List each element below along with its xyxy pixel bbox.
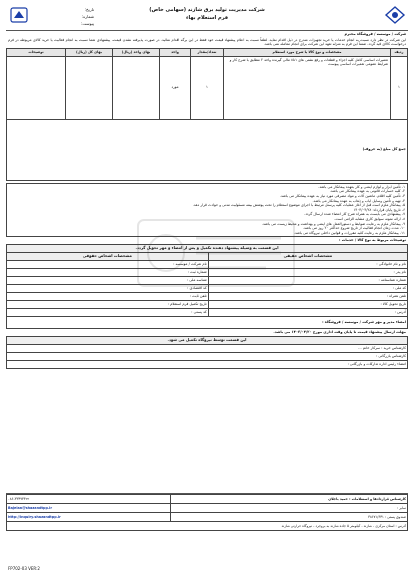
footer-address: آدرس : استان مرکزی - شازند - کیلومتر ۵ جاده شازند به بروجرد - نیروگاه حرارتی شازند xyxy=(7,522,408,531)
item-unit: مورد xyxy=(160,56,191,119)
document-footer xyxy=(6,493,408,572)
document-header xyxy=(6,4,408,31)
item-qty: ۱ xyxy=(191,56,224,119)
signature-field[interactable]: امضاء مدیر و مهر شرکت / موسسه / فروشگاه : xyxy=(7,316,408,328)
national-id-field[interactable]: شناسه ملی : xyxy=(7,276,209,284)
bidder-form-title: این قسمت به وسیله پیشنهاد دهنده تکمیل و پس از امضاء و مهر تحویل گردد. xyxy=(7,244,408,252)
id-number-field[interactable]: شماره شناسنامه : xyxy=(208,276,407,284)
item-total-price-field[interactable] xyxy=(66,56,113,119)
national-code-field[interactable]: کد ملی : xyxy=(208,284,407,292)
list-item: ۵- پیمانکار ملزم است قبل از آغاز عملیات کلیه پرسنل مرتبط با اجرای موضوع استعلام را تحت پوشش بیمه مسئولیت مدنی و حوادث قرار دهد. xyxy=(192,203,405,208)
table-row xyxy=(7,56,408,119)
purchase-expert-field: کارشناس خرید : سرکار خانم ... xyxy=(7,344,408,352)
mobile-field[interactable]: تلفن همراه : xyxy=(208,292,407,300)
footer-contact-table xyxy=(6,494,408,531)
list-item: ۱۰- مدت زمان انجام فعالیت از تاریخ شروع حداکثر ۲۰ روز می باشد. xyxy=(302,226,405,231)
attachment-label: پیوست: xyxy=(80,21,94,26)
list-item: ۳- تأمین کلیه اقلام، ماشین آلات و مواد مصرفی مورد نیاز به عهده پیمانکار می باشد. xyxy=(279,193,405,198)
list-item: ۹- پیمانکار ملزم به رعایت ضوابط و دستورالعمل های ایمنی و بهداشت و محیط زیست می باشد. xyxy=(261,221,405,226)
form-title: فرم استعلام بهاء xyxy=(185,15,229,21)
col-row-no: ردیف xyxy=(391,48,408,56)
col-unit: واحد xyxy=(160,48,191,56)
postal-box: صندوق پستی : ۳۸۶۷۱/۶۴۱ xyxy=(170,513,407,522)
registration-no-field[interactable]: شماره ثبت : xyxy=(7,268,209,276)
contact-person: کارشناس قراردادها و استعلامات : حمید باجلان xyxy=(170,495,407,504)
list-item: ۸- ارائه نمونه سوابق کاری مشابه الزامی است. xyxy=(334,216,405,221)
deadline-note: مهلت ارسال پیشنهاد قیمت تا پایان وقت اداری مورخ ۱۴۰۳/۰۴/۲۰ می باشد. xyxy=(273,329,406,334)
conditions-list xyxy=(6,183,408,238)
col-unit-price: بهای واحد (ریال) xyxy=(113,48,160,56)
total-label: جمع کل مبلغ (به حروف) xyxy=(7,119,408,180)
document-page xyxy=(6,4,408,572)
legal-person-heading: مشخصات اشخاص حقوقی xyxy=(7,252,209,260)
company-name: شرکت مدیریت تولید برق شازند (سهامی خاص) xyxy=(149,7,265,13)
list-item: ۷- پیشنهادی می بایست به همراه شرح کار امضاء شده ارسال گردد. xyxy=(304,212,405,217)
company-section xyxy=(6,336,408,369)
col-description: مشخصات و نوع کالا یا شرح مورد استعلام xyxy=(224,48,391,56)
fax-label: نمابر : xyxy=(170,504,407,513)
list-item: ۲- کلیه خسارات قانونی به عهده پیمانکار می باشد. xyxy=(329,189,405,194)
bidder-form xyxy=(6,244,408,329)
col-qty: تعداد/مقدار xyxy=(191,48,224,56)
head-signature-field: امضاء رئیس اداره تدارکات و بازرگانی : xyxy=(7,360,408,368)
col-total-price: بهای کل (ریال) xyxy=(66,48,113,56)
company-name-field[interactable]: نام شرکت / موسسه : xyxy=(7,260,209,268)
date-label: تاریخ: xyxy=(84,7,94,12)
item-unit-price-field[interactable] xyxy=(113,56,160,119)
list-item: ۶- تاریخ پایان قرارداد: ۱۴۰۳/۰۴/۲۸ xyxy=(353,207,405,212)
phone-field[interactable]: تلفن ثابت : xyxy=(7,292,209,300)
form-code: FP702-03 VER:2 xyxy=(8,566,40,572)
col-notes: توضیحات xyxy=(7,48,66,56)
total-row xyxy=(7,119,408,180)
notes-line: توضیحات مربوط به نوع کالا / خدمات : xyxy=(339,238,406,243)
number-label: شماره: xyxy=(81,14,94,19)
list-item: ۱۱- پیمانکار ملزم به رعایت کلیه مقررات و قوانین داخلی نیروگاه می باشد. xyxy=(293,230,405,235)
items-table xyxy=(6,48,408,181)
commerce-expert-field: کارشناس بازرگانی : xyxy=(7,352,408,360)
row-number: ۱ xyxy=(391,56,408,119)
items-table-header xyxy=(7,48,408,56)
address-field[interactable]: آدرس : xyxy=(208,308,407,316)
real-person-heading: مشخصات اشخاص حقیقی xyxy=(208,252,407,260)
document-meta xyxy=(34,6,94,27)
intro-text: این شرکت در نظر دارد نسبت به انجام خدمات یا خرید تجهیزات مندرج در ذیل اقدام نماید. لطفاً نسبت به اعلام پیشنهاد قیمت خود فقط در این برگه اقدام نمائید. در صورت پذیرفته نشدن قیمت، پیشنهادی شما نسبت به انجام فعالیت یا خرید کالای مربوطه در فرم درخواست کالای قید گردد. ضمناً این فرم به منزله تعهد این شرکت برای انجام معامله نمی باشد. xyxy=(8,37,406,47)
item-description: تعمیرات اساسی کامل کلیه اجزاء و قطعات و رفع نشتی های ۱تا۸ مالی گیرنده واحد ۲ مطابق با شرح کار و شرایط عمومی تعمیرات اساسی پیوست xyxy=(224,56,391,119)
contact-email-link[interactable]: Bajelan@shazandtpp.ir xyxy=(7,504,171,513)
father-name-field[interactable]: نام پدر : xyxy=(208,268,407,276)
company-section-title: این قسمت توسط نیروگاه تکمیل می شود. xyxy=(7,336,408,344)
form-date-field[interactable]: تاریخ تکمیل فرم استعلام : xyxy=(7,300,209,308)
full-name-field[interactable]: نام و نام خانوادگی : xyxy=(208,260,407,268)
website-link[interactable]: http://inquiry.shazandtpp.ir xyxy=(7,513,171,522)
list-item: ۱- تأمین ابزار و لوازم ایمنی و کار بعهده پیمانکار می باشد. xyxy=(318,184,405,189)
delivery-date-field[interactable]: تاریخ تحویل کالا : xyxy=(208,300,407,308)
item-notes-field[interactable] xyxy=(7,56,66,119)
postal-code-field[interactable]: کد پستی : xyxy=(7,308,209,316)
economic-code-field[interactable]: کد اقتصادی : xyxy=(7,284,209,292)
salutation: شرکت / موسسه / فروشگاه محترم xyxy=(344,32,406,36)
list-item: ۴- تهیه و تأمین وسایل ایاب و ذهاب به عهده پیمانکار می باشد. xyxy=(312,198,405,203)
contact-phone: ۰۸۶-۳۳۴۹۳۳۲۲ xyxy=(7,495,171,504)
